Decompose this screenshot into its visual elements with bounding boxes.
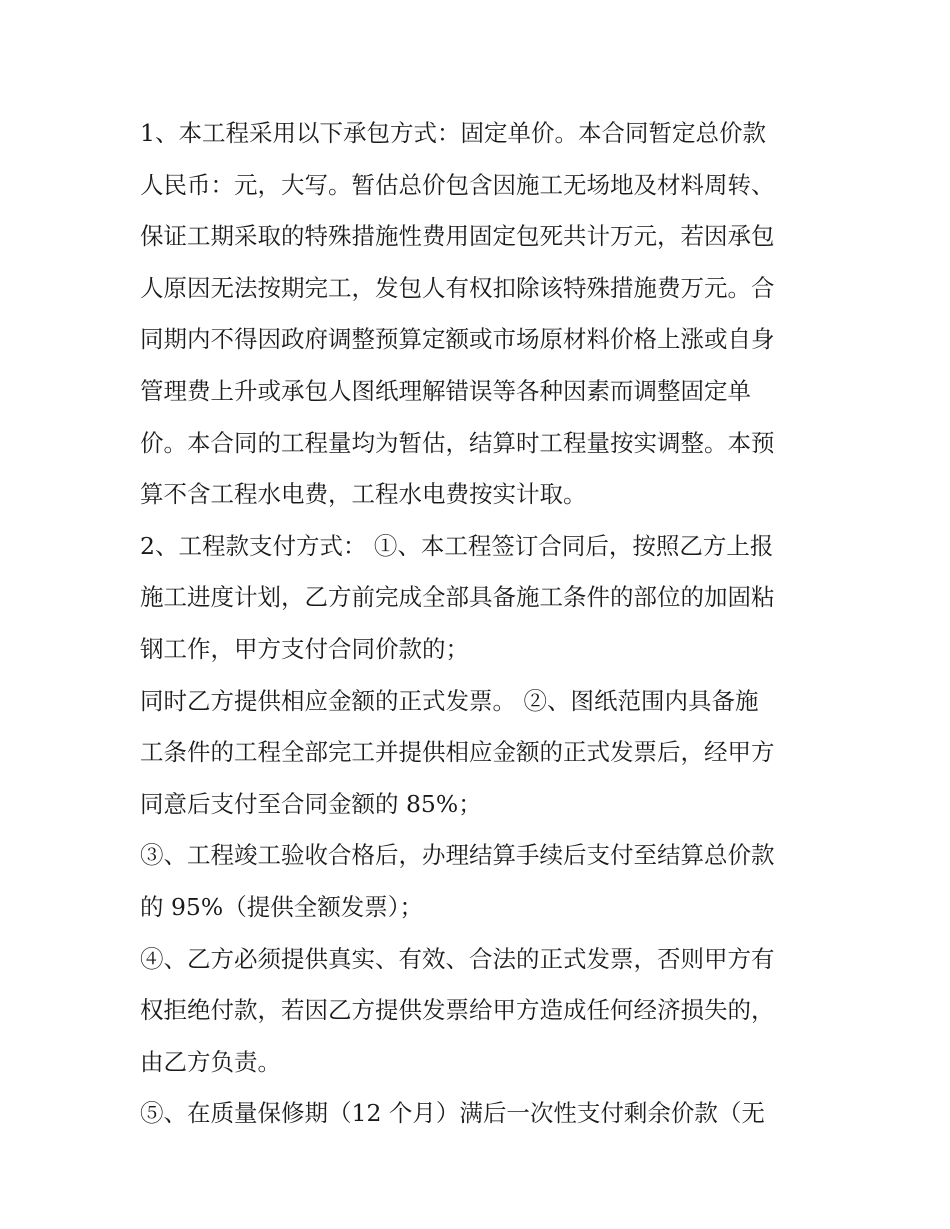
text-line: 施工进度计划，乙方前完成全部具备施工条件的部位的加固粘: [140, 583, 775, 612]
text-line: 保证工期采取的特殊措施性费用固定包死共计万元，若因承包: [140, 222, 775, 251]
text-line: 管理费上升或承包人图纸理解错误等各种因素而调整固定单: [140, 376, 751, 405]
document-body: [140, 108, 820, 1140]
text-line: ⑤、在质量保修期（12 个月）满后一次性支付剩余价款（无: [140, 1099, 765, 1128]
text-line: 同期内不得因政府调整预算定额或市场原材料价格上涨或自身: [140, 325, 775, 354]
text-line: 1、本工程采用以下承包方式：固定单价。本合同暂定总价款: [140, 119, 766, 147]
text-line: 钢工作，甲方支付合同价款的；: [140, 634, 469, 663]
text-line: 同时乙方提供相应金额的正式发票。 ②、图纸范围内具备施: [140, 686, 759, 715]
text-line: ④、乙方必须提供真实、有效、合法的正式发票，否则甲方有: [140, 944, 775, 973]
text-line: 权拒绝付款，若因乙方提供发票给甲方造成任何经济损失的，: [140, 996, 775, 1025]
text-line: 同意后支付至合同金额的 85%；: [140, 789, 482, 818]
text-line: 2、工程款支付方式： ①、本工程签订合同后，按照乙方上报: [140, 531, 774, 560]
text-line: 价。本合同的工程量均为暂估，结算时工程量按实调整。本预: [140, 428, 775, 457]
text-line: 人民币：元，大写。暂估总价包含因施工无场地及材料周转、: [140, 170, 775, 199]
text-line: 算不含工程水电费，工程水电费按实计取。: [140, 480, 587, 509]
text-line: 工条件的工程全部完工并提供相应金额的正式发票后，经甲方: [140, 738, 775, 767]
text-line: ③、工程竣工验收合格后，办理结算手续后支付至结算总价款: [140, 841, 775, 870]
text-line: 的 95%（提供全额发票）；: [140, 892, 423, 921]
text-line: 由乙方负责。: [140, 1047, 281, 1076]
text-line: 人原因无法按期完工，发包人有权扣除该特殊措施费万元。合: [140, 273, 775, 302]
